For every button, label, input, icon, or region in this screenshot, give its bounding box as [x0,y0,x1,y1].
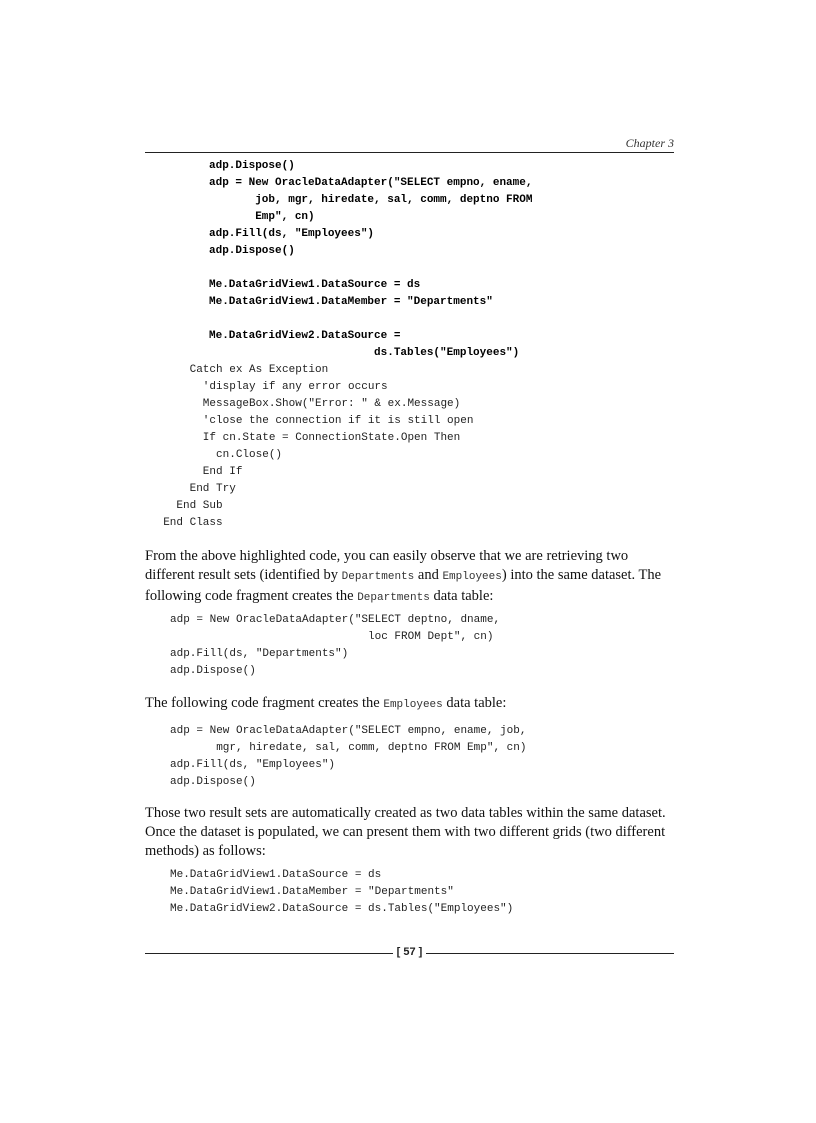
paragraph-text: From the above highlighted code, you can easily observe that we are retrieving two different result sets (identified by [145,548,629,583]
code-line: MessageBox.Show("Error: " & ex.Message) [150,398,461,410]
paragraph-text: ) into the same dataset. The following code fragment creates the [145,567,662,604]
running-header [145,134,674,153]
code-line: job, mgr, hiredate, sal, comm, deptno FROM [209,194,533,206]
paragraph-text: data table: [442,695,507,711]
paragraph-two-grids: Those two result sets are automatically created as two data tables within the same dataset. Once the dataset is populated, we can present them with two different grids (two different methods) as follows: [145,805,666,859]
footer-rule-right [426,953,674,954]
code-line: End Try [150,483,236,495]
code-line: Me.DataGridView1.DataMember = "Departments" [209,296,493,308]
code-line: End Class [150,517,223,529]
code-block-highlighted [209,158,532,362]
code-line: adp.Dispose() [209,160,295,172]
inline-code: Employees [383,699,443,711]
paragraph-employees-intro [145,694,680,715]
code-line: Catch ex As Exception [150,364,329,376]
paragraph-text: The following code fragment creates the [145,695,384,711]
code-line: End Sub [150,500,223,512]
code-line: adp.Fill(ds, "Employees") [209,228,375,240]
page-footer [145,946,674,962]
code-line: ds.Tables("Employees") [209,347,520,359]
code-line: adp.Dispose() [209,245,295,257]
paragraph-text: data table: [429,588,494,604]
code-line: cn.Close() [150,449,283,461]
inline-code: Departments [341,571,415,583]
code-block-grids: Me.DataGridView1.DataSource = ds Me.DataGridView1.DataMember = "Departments" Me.DataGridView2.DataSource = ds.Tables("Employees") [170,869,514,915]
code-block-employees: adp = New OracleDataAdapter("SELECT empno, ename, job, mgr, hiredate, sal, comm, deptno FROM Emp", cn) adp.Fill(ds, "Employees") adp.Dispose() [170,725,527,788]
code-line: adp = New OracleDataAdapter("SELECT empno, ename, [209,177,533,189]
code-line: Emp", cn) [209,211,315,223]
code-line: 'close the connection if it is still open [150,415,474,427]
inline-code: Departments [357,592,430,604]
page-number: [ 57 ] [396,946,423,958]
chapter-label: Chapter 3 [625,136,674,150]
inline-code: Employees [442,571,502,583]
code-line: If cn.State = ConnectionState.Open Then [150,432,461,444]
code-block-departments: adp = New OracleDataAdapter("SELECT deptno, dname, loc FROM Dept", cn) adp.Fill(ds, "Departments") adp.Dispose() [170,614,501,677]
paragraph-result-sets [145,547,680,608]
code-block-exception-handler [150,362,473,532]
paragraph-text: and [414,567,443,583]
code-line: Me.DataGridView1.DataSource = ds [209,279,421,291]
code-line: End If [150,466,243,478]
code-line: 'display if any error occurs [150,381,388,393]
code-line: Me.DataGridView2.DataSource = [209,330,401,342]
